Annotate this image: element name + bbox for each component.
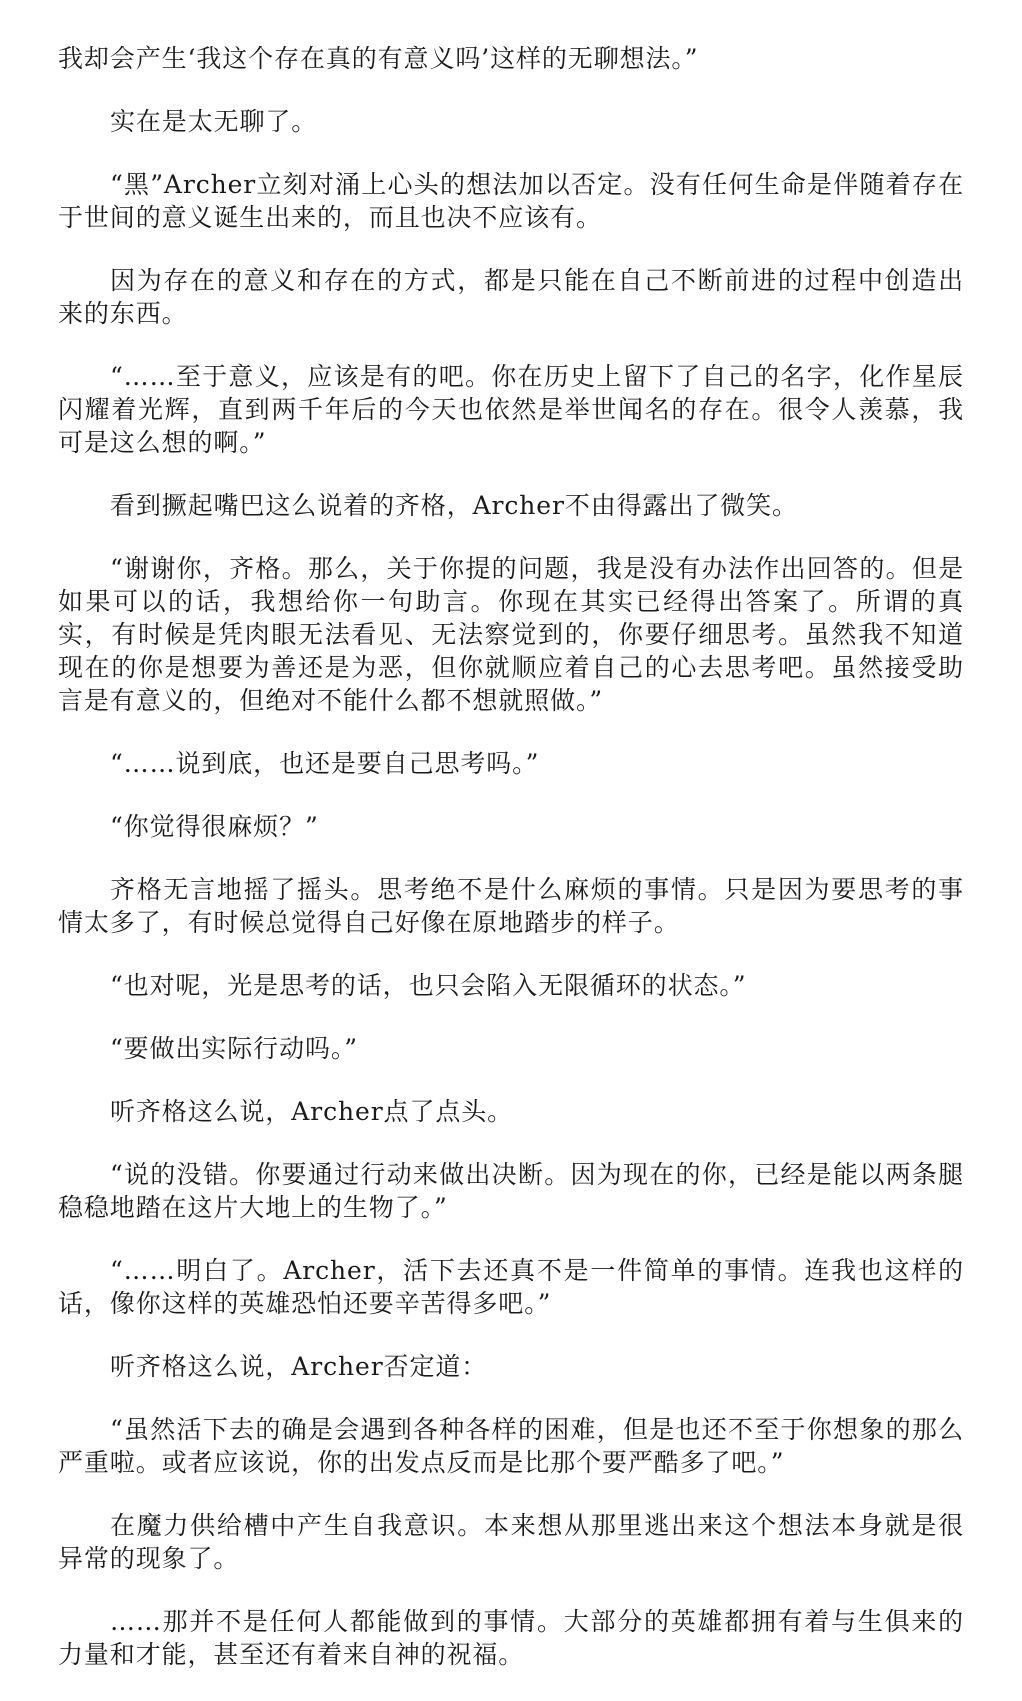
paragraph-6: 看到撅起嘴巴这么说着的齐格，Archer不由得露出了微笑。 bbox=[110, 491, 798, 520]
paragraph-8: “……说到底，也还是要自己思考吗。” bbox=[110, 749, 540, 778]
paragraph-15: “……明白了。Archer，活下去还真不是一件简单的事情。连我也这样的话，像你这样的英雄恐怕还要辛苦得多吧。” bbox=[58, 1256, 964, 1318]
paragraph-7: “谢谢你，齐格。那么，关于你提的问题，我是没有办法作出回答的。但是如果可以的话，我想给你一句助言。你现在其实已经得出答案了。所谓的真实，有时候是凭肉眼无法看见、无法察觉到的，你要仔细思考。虽然我不知道现在的你是想要为善还是为恶，但你就顺应着自己的心去思考吧。虽然接受助言是有意义的，但绝对不能什么都不想就照做。” bbox=[58, 554, 964, 715]
paragraph-16: 听齐格这么说，Archer否定道： bbox=[110, 1352, 488, 1381]
paragraph-19: ……那并不是任何人都能做到的事情。大部分的英雄都拥有着与生俱来的力量和才能，甚至还有着来自神的祝福。 bbox=[58, 1607, 964, 1669]
paragraph-10: 齐格无言地摇了摇头。思考绝不是什么麻烦的事情。只是因为要思考的事情太多了，有时候总觉得自己好像在原地踏步的样子。 bbox=[58, 875, 964, 937]
paragraph-3: “黑”Archer立刻对涌上心头的想法加以否定。没有任何生命是伴随着存在于世间的意义诞生出来的，而且也决不应该有。 bbox=[58, 170, 964, 232]
paragraph-13: 听齐格这么说，Archer点了点头。 bbox=[110, 1097, 514, 1126]
paragraph-5: “……至于意义，应该是有的吧。你在历史上留下了自己的名字，化作星辰闪耀着光辉，直到两千年后的今天也依然是举世闻名的存在。很令人羡慕，我可是这么想的啊。” bbox=[58, 362, 964, 457]
document-page bbox=[58, 42, 964, 1701]
paragraph-12: “要做出实际行动吗。” bbox=[110, 1034, 358, 1063]
paragraph-11: “也对呢，光是思考的话，也只会陷入无限循环的状态。” bbox=[110, 971, 747, 1000]
paragraph-9: “你觉得很麻烦？” bbox=[110, 812, 319, 841]
paragraph-4: 因为存在的意义和存在的方式，都是只能在自己不断前进的过程中创造出来的东西。 bbox=[58, 266, 964, 328]
paragraph-1: 我却会产生‘我这个存在真的有意义吗’这样的无聊想法。” bbox=[58, 44, 699, 73]
paragraph-14: “说的没错。你要通过行动来做出决断。因为现在的你，已经是能以两条腿稳稳地踏在这片大地上的生物了。” bbox=[58, 1160, 964, 1222]
paragraph-2: 实在是太无聊了。 bbox=[110, 107, 318, 136]
paragraph-17: “虽然活下去的确是会遇到各种各样的困难，但是也还不至于你想象的那么严重啦。或者应该说，你的出发点反而是比那个要严酷多了吧。” bbox=[58, 1415, 964, 1477]
paragraph-18: 在魔力供给槽中产生自我意识。本来想从那里逃出来这个想法本身就是很异常的现象了。 bbox=[58, 1511, 964, 1573]
